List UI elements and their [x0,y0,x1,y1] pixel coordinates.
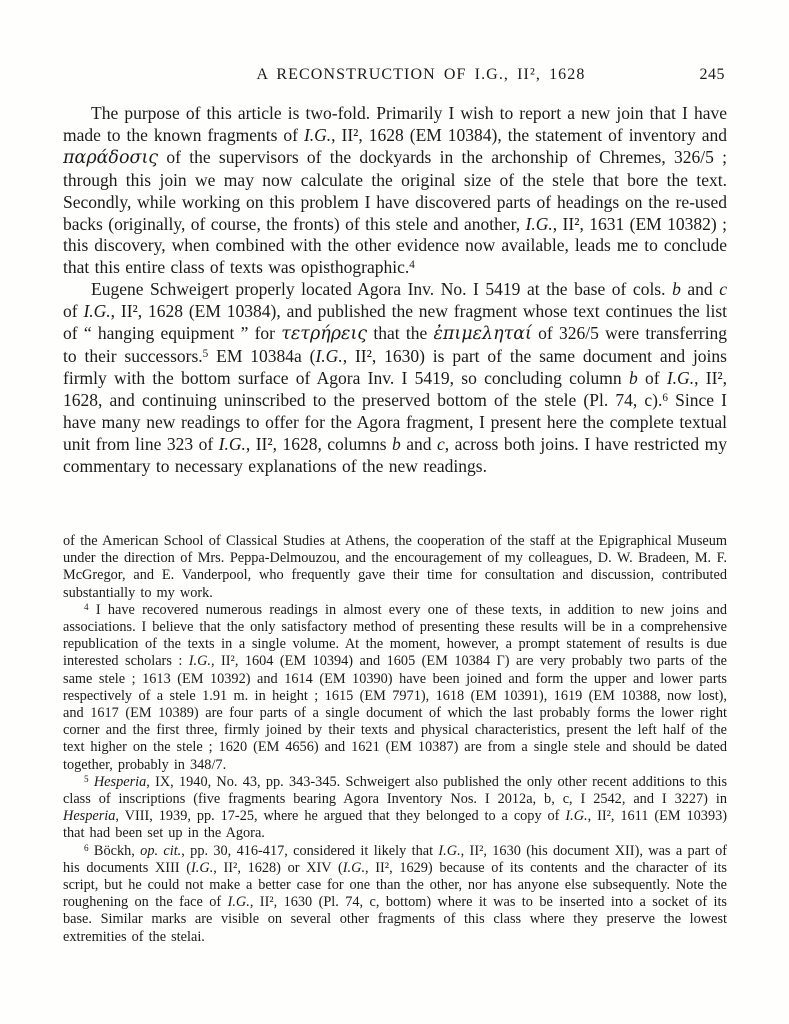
article-body [63,103,727,477]
footnote-4: $^4$ I have recovered numerous readings in almost every one of these texts, in addition to new joins and associations. I believe that the only satisfactory method of presenting these results will be in a comprehensive republication of the texts in a single volume. At the moment, however, a prompt statement of results is due interested scholars : I.G., II², 1604 (EM 10394) and 1605 (EM 10384 Γ) are very probably two parts of the same stele ; 1613 (EM 10392) and 1614 (EM 10390) have been joined and form the upper and lower parts respectively of a stele 1.91 m. in height ; 1615 (EM 7971), 1618 (EM 10391), 1619 (EM 10388, now lost), and 1617 (EM 10389) are four parts of a single document of which the last probably forms the lower right corner and the first three, firmly joined by their texts and physical characteristics, present the left half of the text higher on the stele ; 1620 (EM 4656) and 1621 (EM 10387) are from a single stele and should be dated together, probably in 348/7. [63,601,727,773]
body-paragraph-1: The purpose of this article is two-fold. Primarily I wish to report a new join that I have made to the known fragments of I.G., II², 1628 (EM 10384), the statement of inventory and παράδοσις of the supervisors of the dockyards in the archonship of Chremes, 326/5 ; through this join we may now calculate the original size of the stele that bore the text. Secondly, while working on this problem I have discovered parts of headings on the re-used backs (originally, of course, the fronts) of this stele and another, I.G., II², 1631 (EM 10382) ; this discovery, when combined with the other evidence now available, leads me to conclude that this entire class of texts was opisthographic.$^4$ [63,103,728,278]
footnote-5: $^5$ Hesperia, IX, 1940, No. 43, pp. 343-345. Schweigert also published the only other recent additions to this class of inscriptions (five fragments bearing Agora Inventory Nos. I 2012a, b, c, I 2542, and I 3227) in Hesperia, VIII, 1939, pp. 17-25, where he argued that they belonged to a copy of I.G., II², 1611 (EM 10393) that had been set up in the Agora. [63,773,728,842]
running-head [63,66,727,88]
footnotes-block [63,533,727,946]
footnote-6: $^6$ Böckh, op. cit., pp. 30, 416-417, considered it likely that I.G., II², 1630 (his document XII), was a part of his documents XIII (I.G., II², 1628) or XIV (I.G., II², 1629) because of its contents and the character of its script, but he could not make a better case for one than the other, nor has anyone else subsequently. Note the roughening on the face of I.G., II², 1630 (Pl. 74, c, bottom) where it was to be inserted into a socket of its base. Similar marks are visible on several other fragments of this class where they preserve the lowest extremities of the stelai. [63,842,727,945]
footnote-continuation: of the American School of Classical Studies at Athens, the cooperation of the staff at the Epigraphical Museum under the direction of Mrs. Peppa-Delmouzou, and the encouragement of my colleagues, D. W. Bradeen, M. F. McGregor, and E. Vanderpool, who frequently gave their time for consultation and discussion, contributed substantially to my work. [63,533,727,601]
running-head-title: A RECONSTRUCTION OF I.G., II², 1628 [256,66,586,83]
body-paragraph-2: Eugene Schweigert properly located Agora Inv. No. I 5419 at the base of cols. b and c of I.G., II², 1628 (EM 10384), and published the new fragment whose text continues the list of “ hanging equipment ” for τετρήρεις that the ἐπιμεληταί of 326/5 were transferring to their successors.$^5$ EM 10384a (I.G., II², 1630) is part of the same document and joins firmly with the bottom surface of Agora Inv. I 5419, so concluding column b of I.G., II², 1628, and continuing uninscribed to the preserved bottom of the stele (Pl. 74, c).$^6$ Since I have many new readings to offer for the Agora fragment, I present here the complete textual unit from line 323 of I.G., II², 1628, columns b and c, across both joins. I have restricted my commentary to necessary explanations of the new readings. [63,279,728,476]
page-number: 245 [699,66,725,83]
